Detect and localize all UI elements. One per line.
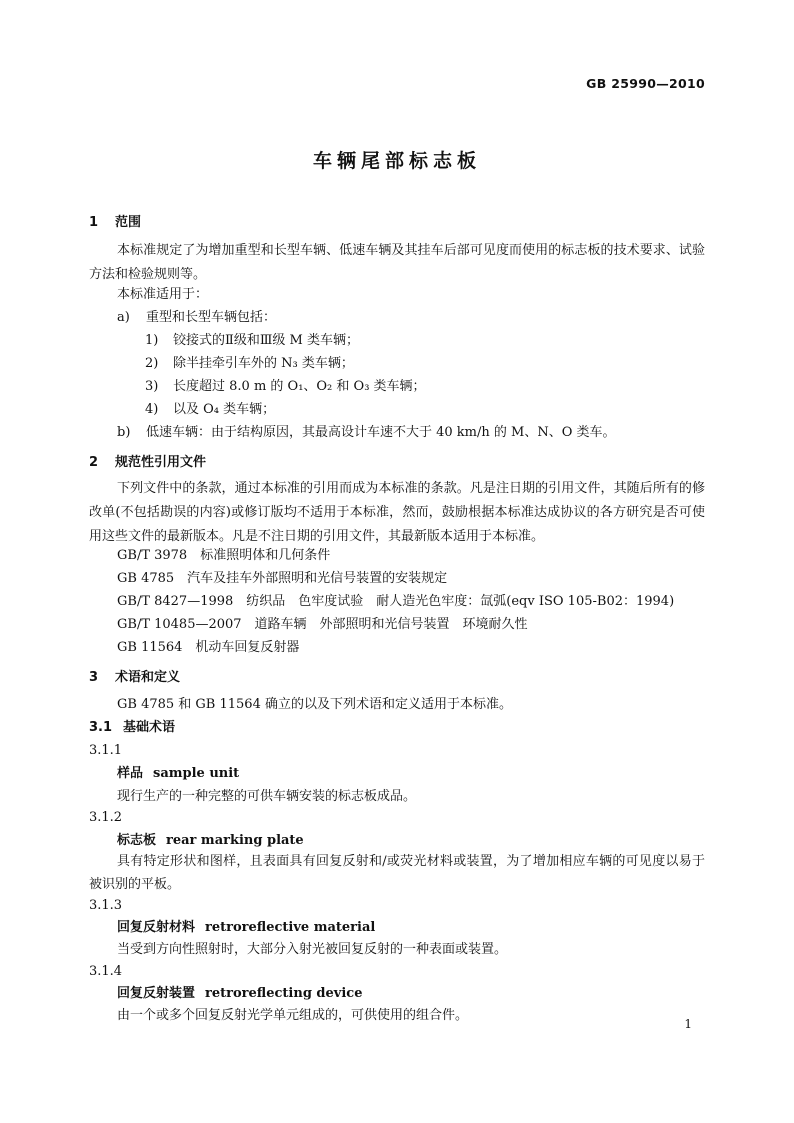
section-3-heading xyxy=(89,666,180,685)
section-1-para-1: 本标准规定了为增加重型和长型车辆、低速车辆及其挂车后部可见度而使用的标志板的技术要求、试验方法和检验规则等。 xyxy=(89,243,705,282)
section-3-intro: GB 4785 和 GB 11564 确立的以及下列术语和定义适用于本标准。 xyxy=(117,697,512,712)
list-text: 低速车辆：由于结构原因，其最高设计车速不大于 40 km/h 的 M、N、O 类车。 xyxy=(146,425,616,440)
list-item-a-1 xyxy=(145,329,359,352)
section-number: 1 xyxy=(89,215,99,230)
list-label: b) xyxy=(117,425,131,440)
term-en: rear marking plate xyxy=(166,833,304,848)
list-label: 1) xyxy=(145,333,159,348)
term-en: retroreflecting device xyxy=(205,986,363,1001)
term-zh: 标志板 xyxy=(117,833,157,848)
subsection-number: 3.1 xyxy=(89,720,113,735)
list-text: 铰接式的Ⅱ级和Ⅲ级 M 类车辆； xyxy=(173,333,359,348)
list-item-b xyxy=(117,421,616,444)
term-heading xyxy=(117,762,239,781)
term-zh: 回复反射材料 xyxy=(117,920,196,935)
subsection-3-1-heading xyxy=(89,716,175,735)
term-heading xyxy=(117,829,304,848)
term-number: 3.1.1 xyxy=(89,743,123,758)
section-2-para-1: 下列文件中的条款，通过本标准的引用而成为本标准的条款。凡是注日期的引用文件，其随后所有的修改单(不包括勘误的内容)或修订版均不适用于本标准，然而，鼓励根据本标准达成协议的各方研究是否可使用这些文件的最新版本。凡是不注日期的引用文件，其最新版本适用于本标准。 xyxy=(89,481,705,544)
section-number: 3 xyxy=(89,670,99,685)
list-text: 以及 O₄ 类车辆； xyxy=(173,402,276,417)
term-zh: 回复反射装置 xyxy=(117,986,196,1001)
term-definition: 当受到方向性照射时，大部分入射光被回复反射的一种表面或装置。 xyxy=(117,942,508,957)
term-zh: 样品 xyxy=(117,766,144,781)
standard-number: GB 25990—2010 xyxy=(586,76,705,91)
list-item-a-4 xyxy=(145,398,275,421)
list-label: 3) xyxy=(145,379,159,394)
reference-3: GB/T 8427—1998 纺织品 色牢度试验 耐人造光色牢度：氙弧(eqv ISO 105-B02：1994) xyxy=(117,594,675,609)
section-2-heading xyxy=(89,451,206,470)
term-number: 3.1.3 xyxy=(89,898,123,913)
reference-2: GB 4785 汽车及挂车外部照明和光信号装置的安装规定 xyxy=(117,571,448,586)
list-label: 2) xyxy=(145,356,159,371)
term-definition: 具有特定形状和图样，且表面具有回复反射和/或荧光材料或装置，为了增加相应车辆的可见度以易于被识别的平板。 xyxy=(89,854,705,892)
list-label: 4) xyxy=(145,402,159,417)
term-heading xyxy=(117,982,362,1001)
term-en: retroreflective material xyxy=(205,920,376,935)
section-1-para-2: 本标准适用于： xyxy=(117,287,209,302)
page-number: 1 xyxy=(684,1017,692,1031)
term-definition: 由一个或多个回复反射光学单元组成的，可供使用的组合件。 xyxy=(117,1008,469,1023)
section-title: 术语和定义 xyxy=(115,670,181,685)
term-definition: 现行生产的一种完整的可供车辆安装的标志板成品。 xyxy=(117,789,417,804)
list-text: 重型和长型车辆包括： xyxy=(146,310,277,325)
subsection-title: 基础术语 xyxy=(123,720,176,735)
list-item-a-2 xyxy=(145,352,354,375)
section-title: 规范性引用文件 xyxy=(115,455,207,470)
section-1-heading xyxy=(89,211,141,230)
section-number: 2 xyxy=(89,455,99,470)
reference-4: GB/T 10485—2007 道路车辆 外部照明和光信号装置 环境耐久性 xyxy=(117,617,528,632)
list-text: 长度超过 8.0 m 的 O₁、O₂ 和 O₃ 类车辆； xyxy=(173,379,426,394)
list-item-a xyxy=(117,306,276,329)
document-title: 车辆尾部标志板 xyxy=(312,150,481,172)
term-number: 3.1.2 xyxy=(89,810,123,825)
section-title: 范围 xyxy=(115,215,142,230)
list-item-a-3 xyxy=(145,375,426,398)
list-label: a) xyxy=(117,310,130,325)
list-text: 除半挂牵引车外的 N₃ 类车辆； xyxy=(173,356,354,371)
term-heading xyxy=(117,916,375,935)
reference-5: GB 11564 机动车回复反射器 xyxy=(117,640,300,655)
reference-1: GB/T 3978 标准照明体和几何条件 xyxy=(117,548,331,563)
term-en: sample unit xyxy=(153,766,240,781)
term-number: 3.1.4 xyxy=(89,964,123,979)
